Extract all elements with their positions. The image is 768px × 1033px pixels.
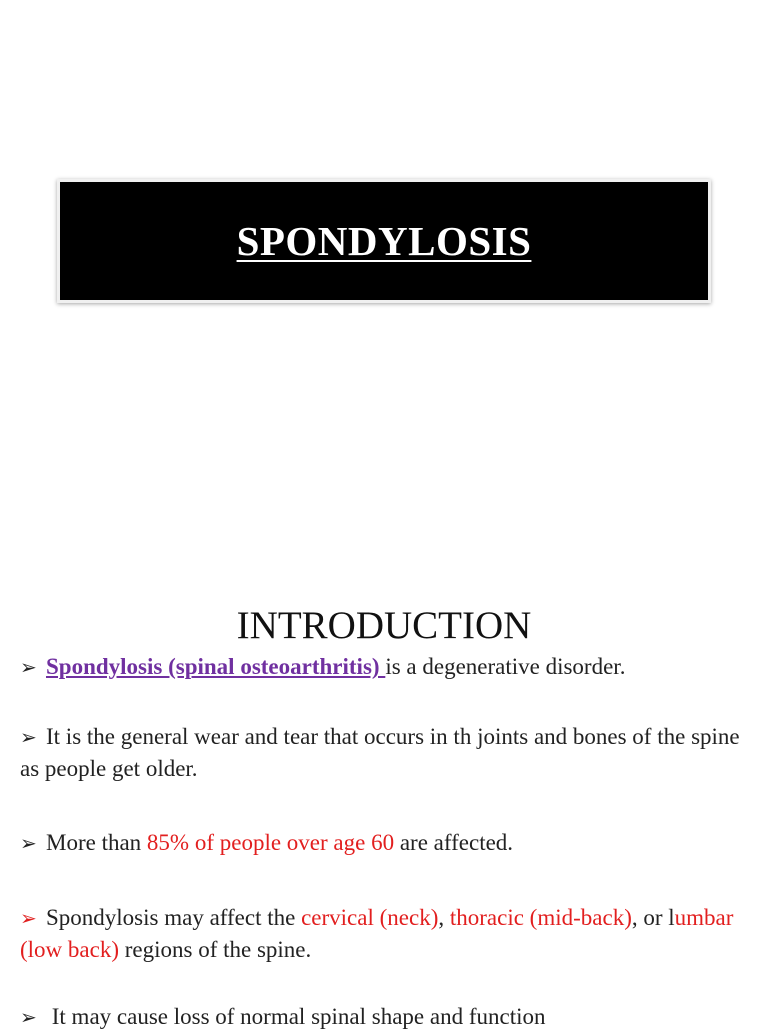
bullet-function-loss	[20, 1001, 760, 1033]
arrow-bullet-icon: ➢	[20, 906, 37, 930]
bullet-text: regions of the spine.	[119, 937, 312, 962]
bullet-text: More than	[46, 830, 147, 855]
bullet-text: , or l	[631, 905, 675, 930]
bullet-text: are affected.	[394, 830, 514, 855]
highlight-lumbar: umbar (low back)	[20, 905, 734, 962]
highlight-statistic: 85% of people over age 60	[146, 830, 395, 855]
section-heading: INTRODUCTION	[236, 604, 532, 647]
bullet-wear-and-tear	[20, 721, 760, 784]
bullet-regions	[20, 902, 760, 965]
bullet-definition	[20, 651, 760, 683]
bullet-text: Spondylosis may affect the	[46, 905, 302, 930]
arrow-bullet-icon: ➢	[20, 1005, 37, 1029]
arrow-bullet-icon: ➢	[20, 725, 37, 749]
bullet-text: ,	[438, 905, 450, 930]
bullet-prevalence	[20, 827, 760, 859]
bullet-text: is a degenerative disorder.	[385, 654, 626, 679]
slide-title: SPONDYLOSIS	[236, 218, 532, 264]
bullet-text: It is the general wear and tear that occurs in th joints and bones of the spine as people get older.	[20, 724, 740, 781]
highlight-thoracic: thoracic (mid-back)	[449, 905, 632, 930]
arrow-bullet-icon: ➢	[20, 655, 37, 679]
arrow-bullet-icon: ➢	[20, 831, 37, 855]
title-banner	[57, 179, 711, 303]
spondylosis-link[interactable]: Spondylosis (spinal osteoarthritis)	[46, 654, 386, 679]
highlight-cervical: cervical (neck)	[301, 905, 439, 930]
bullet-text: It may cause loss of normal spinal shape and function	[46, 1004, 546, 1029]
